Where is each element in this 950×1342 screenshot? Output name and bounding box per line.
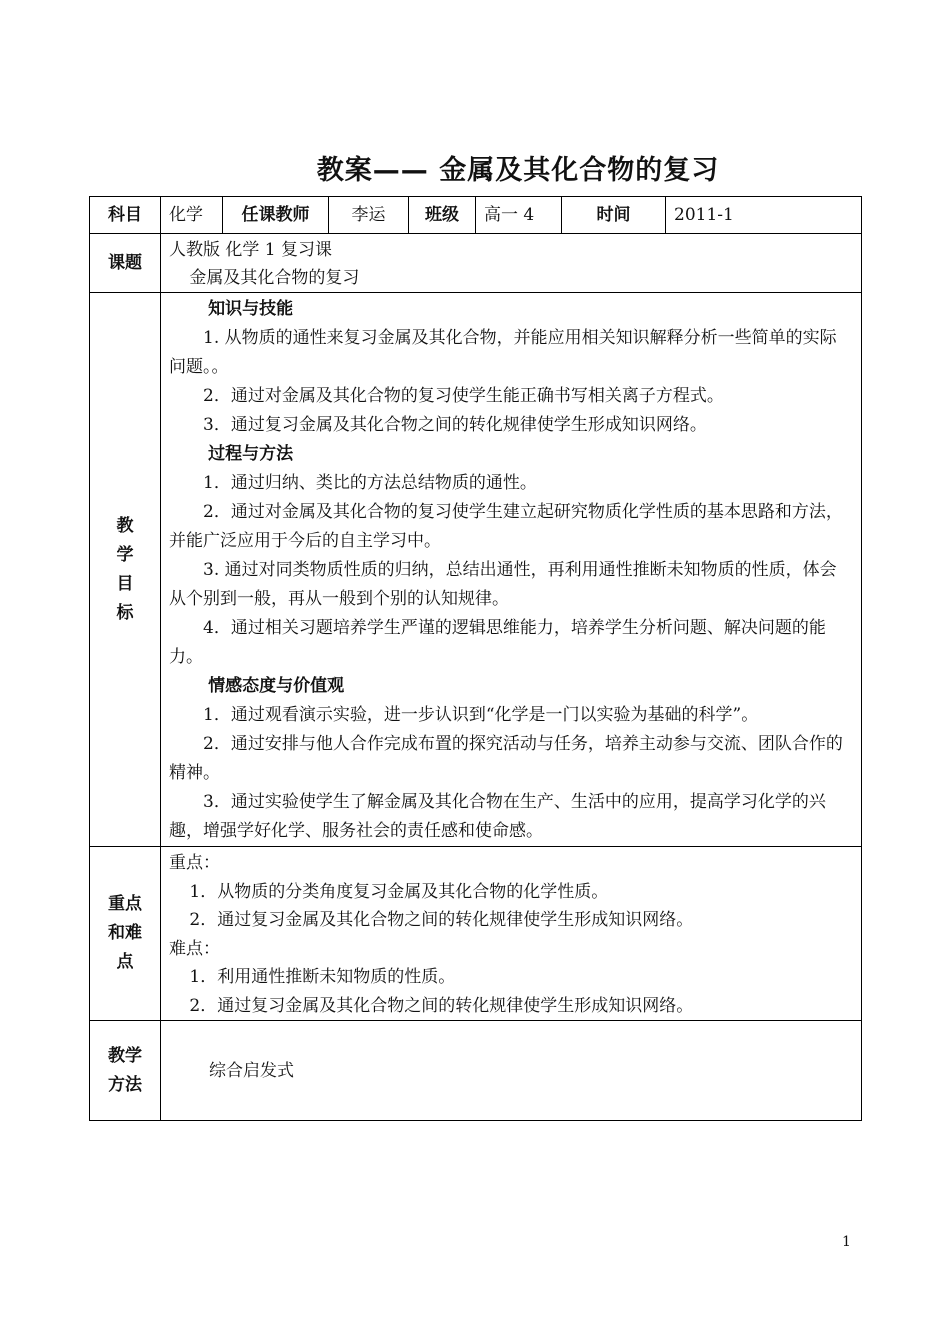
goal-item: 3. 通过对同类物质性质的归纳，总结出通性，再利用通性推断未知物质的性质，体会从个别到一般，再从一般到个别的认知规律。 [169,560,837,609]
goals-content [161,293,862,847]
section-heading: 知识与技能 [208,299,294,319]
class-value: 高一 4 [476,197,562,234]
section-heading: 情感态度与价值观 [208,676,345,696]
subject-label: 科目 [90,197,161,234]
method-value: 综合启发式 [209,1061,294,1081]
goal-item: 1. 从物质的通性来复习金属及其化合物，并能应用相关知识解释分析一些简单的实际问题。。 [169,328,837,377]
goals-row [90,293,862,847]
goals-label [90,293,161,847]
method-content [161,1021,862,1121]
goals-label-char: 学 [116,544,134,565]
class-label: 班级 [409,197,476,234]
topic-label: 课题 [90,234,161,293]
goal-item: 1．通过观看演示实验，进一步认识到“化学是一门以实验为基础的科学”。 [203,705,759,725]
goal-item: 1．通过归纳、类比的方法总结物质的通性。 [203,473,537,493]
header-row [90,197,862,234]
difficult-point-item: 1．利用通性推断未知物质的性质。 [189,967,456,987]
keypoints-label-line: 和难 [108,923,142,943]
keypoints-row [90,847,862,1021]
page-number: 1 [842,1234,851,1250]
method-label-line: 方法 [108,1074,142,1095]
goals-label-char: 教 [116,515,134,536]
goal-item: 3．通过实验使学生了解金属及其化合物在生产、生活中的应用，提高学习化学的兴趣，增强学好化学、服务社会的责任感和使命感。 [169,792,826,841]
keypoints-content [161,847,862,1021]
goal-item: 2．通过对金属及其化合物的复习使学生建立起研究物质化学性质的基本思路和方法，并能广泛应用于今后的自主学习中。 [169,502,843,551]
goals-label-char: 标 [116,602,134,623]
key-point-item: 1．从物质的分类角度复习金属及其化合物的化学性质。 [189,881,609,902]
subject-value: 化学 [161,197,223,234]
page-title: 教案—— 金属及其化合物的复习 [316,155,720,186]
topic-content [161,234,862,293]
teacher-label: 任课教师 [223,197,329,234]
goal-item: 2．通过对金属及其化合物的复习使学生能正确书写相关离子方程式。 [203,386,724,406]
topic-row [90,234,862,293]
method-label [90,1021,161,1121]
goal-item: 4．通过相关习题培养学生严谨的逻辑思维能力，培养学生分析问题、解决问题的能力。 [169,618,826,667]
time-value: 2011-1 [666,197,862,234]
key-point-item: 2．通过复习金属及其化合物之间的转化规律使学生形成知识网络。 [189,910,694,930]
time-label: 时间 [562,197,666,234]
method-label-line: 教学 [108,1045,142,1066]
goal-item: 3．通过复习金属及其化合物之间的转化规律使学生形成知识网络。 [203,415,707,435]
goal-item: 2．通过安排与他人合作完成布置的探究活动与任务，培养主动参与交流、团队合作的精神。 [169,734,843,783]
difficult-point-item: 2．通过复习金属及其化合物之间的转化规律使学生形成知识网络。 [189,995,694,1016]
key-points-label: 重点： [169,853,220,873]
keypoints-label-line: 重点 [108,894,142,914]
goals-label-char: 目 [116,573,134,594]
section-heading: 过程与方法 [208,444,294,464]
topic-line-2: 金属及其化合物的复习 [189,268,360,288]
topic-line-1: 人教版 化学 1 复习课 [169,240,333,260]
lesson-plan-table [89,196,862,1121]
keypoints-label [90,847,161,1021]
difficult-points-label: 难点： [169,938,220,959]
teacher-value: 李运 [329,197,409,234]
method-row [90,1021,862,1121]
keypoints-label-line: 点 [116,952,134,972]
